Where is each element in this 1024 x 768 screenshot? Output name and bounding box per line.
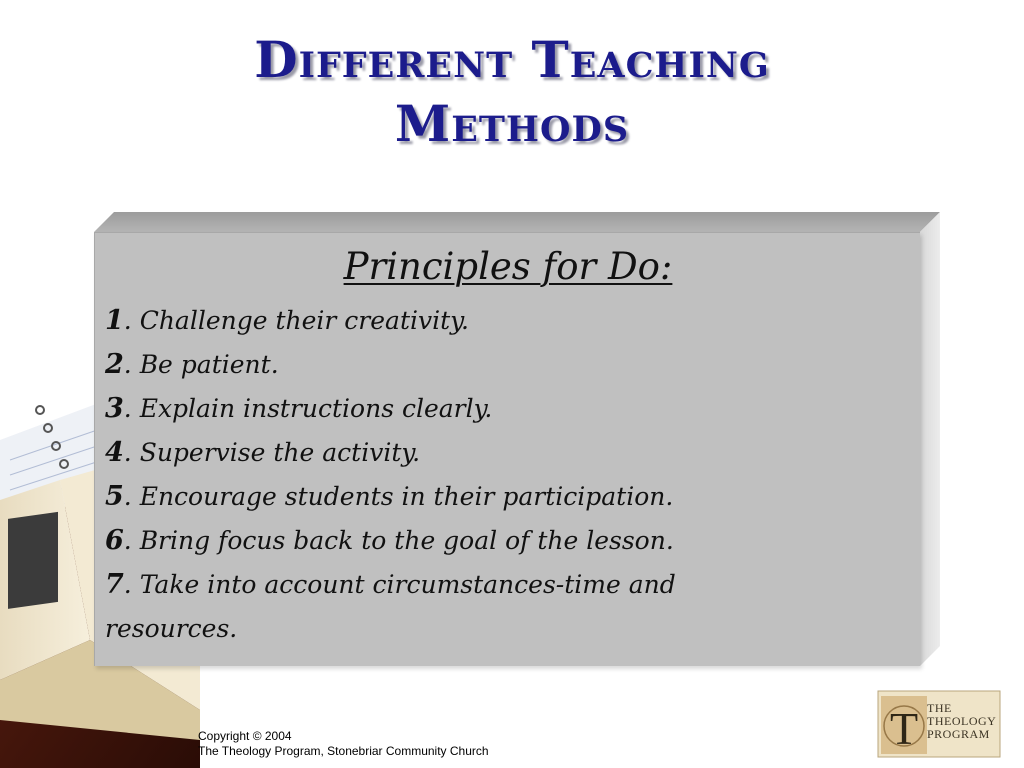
principles-list <box>105 299 805 651</box>
item-text: . Take into account circumstances-time and resources. <box>105 570 676 643</box>
item-text: . Be patient. <box>123 350 279 379</box>
principles-heading: Principles for Do: <box>343 245 673 288</box>
item-text: . Challenge their creativity. <box>123 306 469 335</box>
item-number: 7 <box>105 569 124 600</box>
copyright-footer <box>198 729 489 759</box>
copyright-line1: Copyright © 2004 <box>198 729 292 743</box>
item-number: 3 <box>105 393 124 424</box>
list-item <box>105 387 805 431</box>
logo-line1: THE <box>927 701 952 715</box>
slide-title-line2: Methods <box>394 94 630 153</box>
item-text: . Explain instructions clearly. <box>123 394 493 423</box>
list-item <box>105 519 805 563</box>
item-text: . Encourage students in their participation. <box>123 482 674 511</box>
item-number: 2 <box>105 349 124 380</box>
item-number: 1 <box>105 305 124 336</box>
logo-letter: T <box>889 703 919 754</box>
item-number: 6 <box>105 525 124 556</box>
slide-title <box>0 28 1024 156</box>
box-side-face <box>920 212 940 666</box>
list-item <box>105 563 805 651</box>
logo-line2: THEOLOGY <box>927 714 997 728</box>
logo-text <box>927 702 996 741</box>
theology-program-logo <box>877 690 1001 758</box>
slide-title-line1: Different Teaching <box>254 30 770 89</box>
item-text: . Supervise the activity. <box>123 438 421 467</box>
principles-box <box>94 232 920 666</box>
item-number: 5 <box>105 481 124 512</box>
box-top-face <box>94 212 940 232</box>
list-item <box>105 475 805 519</box>
item-text: . Bring focus back to the goal of the lesson. <box>123 526 674 555</box>
item-number: 4 <box>105 437 124 468</box>
copyright-line2: The Theology Program, Stonebriar Community Church <box>198 744 489 758</box>
list-item <box>105 343 805 387</box>
list-item <box>105 299 805 343</box>
logo-line3: PROGRAM <box>927 727 990 741</box>
list-item <box>105 431 805 475</box>
